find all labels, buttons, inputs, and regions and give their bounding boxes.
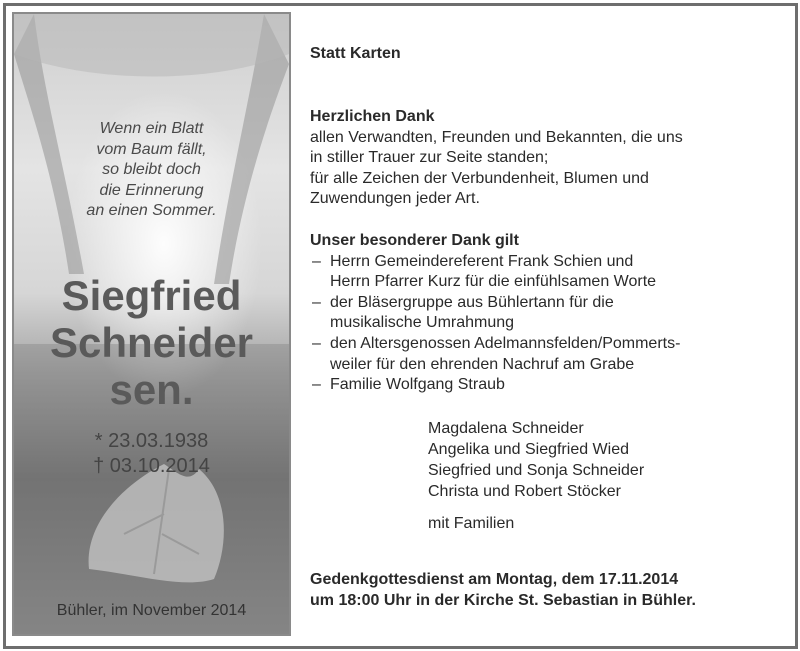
thanks-line: allen Verwandten, Freunden und Bekannten, die uns [310, 128, 683, 146]
signature: Christa und Robert Stöcker [428, 483, 621, 500]
last-name: Schneider [49, 319, 254, 366]
dash: – [312, 335, 321, 352]
item-line: Herrn Gemeindereferent Frank Schien und [330, 252, 634, 270]
item-line: Familie Wolfgang Straub [330, 376, 505, 394]
item-line: weiler für den ehrenden Nachruf am Grabe [330, 355, 635, 373]
poem-line: die Erinnerung [99, 181, 204, 199]
dash: – [312, 376, 321, 394]
service-line: um 18:00 Uhr in der Kirche St. Sebastian in Bühler. [310, 592, 696, 609]
thanks-line: für alle Zeichen der Verbundenheit, Blumen und [310, 169, 649, 187]
life-dates [14, 429, 289, 479]
dash: – [312, 252, 321, 270]
signature: Angelika und Siegfried Wied [428, 441, 630, 458]
dash: – [312, 293, 321, 311]
memorial-photo [12, 12, 291, 636]
death-date: † 03.10.2014 [93, 455, 210, 477]
name-suffix: sen. [109, 366, 194, 413]
thanks-heading: Herzlichen Dank [310, 108, 435, 125]
first-name: Siegfried [61, 272, 242, 319]
item-line: Herrn Pfarrer Kurz für die einfühlsamen Worte [330, 273, 657, 291]
signature: Siegfried und Sonja Schneider [428, 462, 645, 479]
thanks-line: in stiller Trauer zur Seite standen; [310, 149, 549, 167]
thanks-line: Zuwendungen jeder Art. [310, 190, 480, 208]
statt-karten-heading: Statt Karten [310, 45, 401, 62]
deceased-name [14, 272, 289, 413]
special-thanks-heading: Unser besonderer Dank gilt [310, 232, 519, 249]
poem-line: vom Baum fällt, [96, 140, 207, 158]
service-line: Gedenkgottesdienst am Montag, dem 17.11.2014 [310, 571, 679, 588]
poem-line: Wenn ein Blatt [99, 120, 204, 137]
signature: Magdalena Schneider [428, 420, 584, 437]
poem [14, 119, 289, 222]
poem-line: so bleibt doch [102, 161, 201, 178]
poem-line: an einen Sommer. [86, 202, 217, 219]
families-note: mit Familien [428, 515, 515, 532]
birth-date: * 23.03.1938 [94, 430, 209, 452]
item-line: musikalische Umrahmung [330, 314, 515, 332]
item-line: den Altersgenossen Adelmannsfelden/Pommerts- [330, 335, 681, 352]
item-line: der Bläsergruppe aus Bühlertann für die [330, 293, 614, 311]
place-date: Bühler, im November 2014 [56, 602, 247, 619]
